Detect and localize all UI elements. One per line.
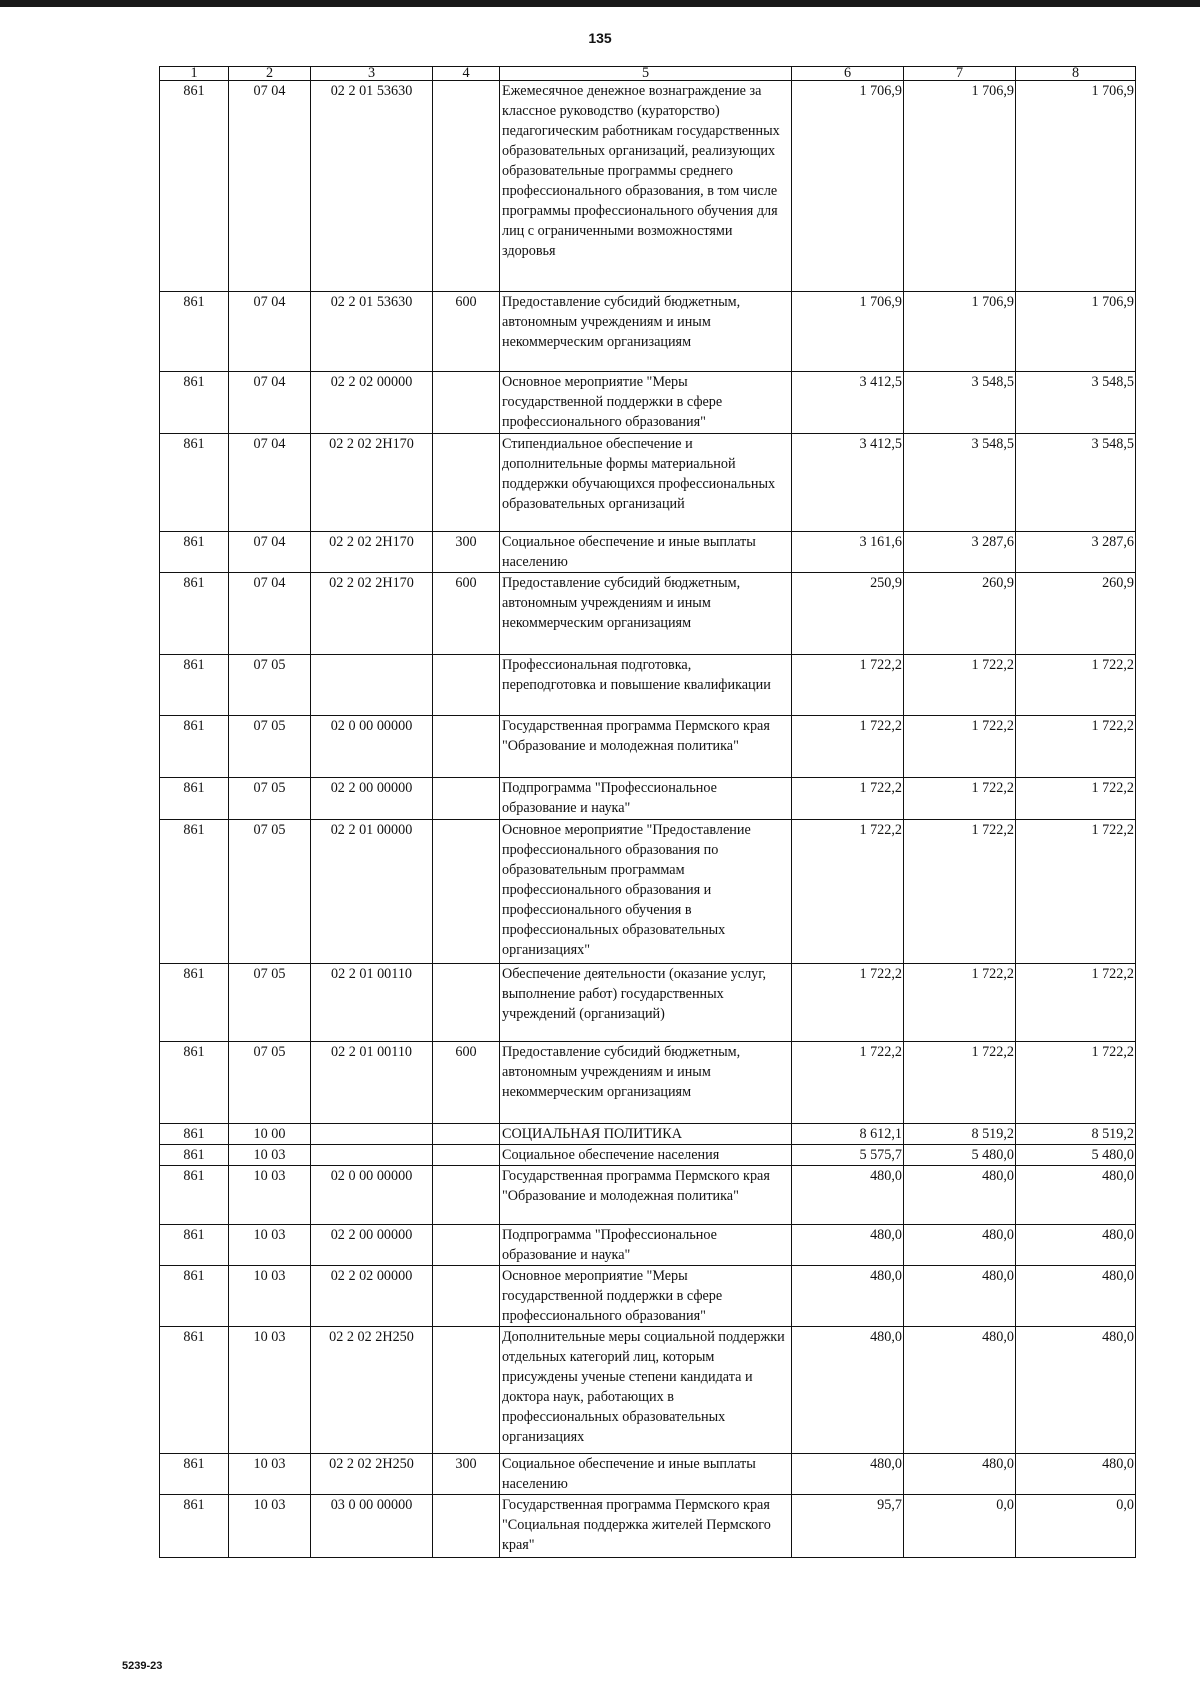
value-year-3: 1 722,2: [1016, 820, 1136, 964]
value-year-2: 1 706,9: [904, 292, 1016, 372]
value-year-1: 1 722,2: [792, 820, 904, 964]
grbs-code: 861: [160, 1124, 229, 1145]
table-row: [160, 1266, 1136, 1327]
expense-type-code: [433, 655, 500, 716]
row-description: Социальное обеспечение и иные выплаты населению: [500, 1454, 792, 1495]
target-article-code: 02 2 01 00110: [311, 1042, 433, 1124]
value-year-1: 1 706,9: [792, 81, 904, 292]
table-row: [160, 81, 1136, 292]
value-year-3: 1 722,2: [1016, 964, 1136, 1042]
row-description: Социальное обеспечение населения: [500, 1145, 792, 1166]
table-row: [160, 655, 1136, 716]
expense-type-code: [433, 1124, 500, 1145]
section-code: 07 05: [229, 655, 311, 716]
target-article-code: 02 2 02 2Н170: [311, 573, 433, 655]
column-header: 8: [1016, 67, 1136, 81]
row-description: Стипендиальное обеспечение и дополнительные формы материальной поддержки обучающихся профессиональных образовательных организаций: [500, 434, 792, 532]
section-code: 10 03: [229, 1495, 311, 1558]
expense-type-code: [433, 372, 500, 434]
section-code: 10 03: [229, 1266, 311, 1327]
section-code: 07 05: [229, 778, 311, 820]
value-year-2: 260,9: [904, 573, 1016, 655]
grbs-code: 861: [160, 532, 229, 573]
grbs-code: 861: [160, 1454, 229, 1495]
value-year-1: 5 575,7: [792, 1145, 904, 1166]
column-header: 6: [792, 67, 904, 81]
section-code: 07 04: [229, 372, 311, 434]
grbs-code: 861: [160, 1225, 229, 1266]
section-code: 07 05: [229, 820, 311, 964]
row-description: Государственная программа Пермского края "Социальная поддержка жителей Пермского края": [500, 1495, 792, 1558]
section-code: 10 03: [229, 1454, 311, 1495]
value-year-1: 3 161,6: [792, 532, 904, 573]
target-article-code: 02 2 01 53630: [311, 292, 433, 372]
target-article-code: 02 2 01 00110: [311, 964, 433, 1042]
value-year-1: 3 412,5: [792, 372, 904, 434]
value-year-1: 1 706,9: [792, 292, 904, 372]
value-year-3: 3 548,5: [1016, 434, 1136, 532]
target-article-code: 03 0 00 00000: [311, 1495, 433, 1558]
value-year-3: 480,0: [1016, 1454, 1136, 1495]
target-article-code: 02 2 02 00000: [311, 1266, 433, 1327]
expense-type-code: [433, 1145, 500, 1166]
column-header: 7: [904, 67, 1016, 81]
row-description: СОЦИАЛЬНАЯ ПОЛИТИКА: [500, 1124, 792, 1145]
value-year-2: 480,0: [904, 1327, 1016, 1454]
value-year-3: 3 287,6: [1016, 532, 1136, 573]
grbs-code: 861: [160, 434, 229, 532]
expense-type-code: [433, 1495, 500, 1558]
value-year-2: 480,0: [904, 1166, 1016, 1225]
expense-type-code: [433, 964, 500, 1042]
table-row: [160, 372, 1136, 434]
column-header: 5: [500, 67, 792, 81]
value-year-1: 3 412,5: [792, 434, 904, 532]
expense-type-code: 600: [433, 1042, 500, 1124]
budget-table: [159, 66, 1136, 1558]
value-year-3: 260,9: [1016, 573, 1136, 655]
document-code: 5239-23: [122, 1660, 163, 1672]
expense-type-code: 600: [433, 573, 500, 655]
grbs-code: 861: [160, 292, 229, 372]
grbs-code: 861: [160, 1042, 229, 1124]
table-row: [160, 573, 1136, 655]
value-year-1: 480,0: [792, 1225, 904, 1266]
column-header-row: [160, 67, 1136, 81]
row-description: Предоставление субсидий бюджетным, автономным учреждениям и иным некоммерческим организациям: [500, 1042, 792, 1124]
row-description: Дополнительные меры социальной поддержки отдельных категорий лиц, которым присуждены ученые степени кандидата и доктора наук, работающих в профессиональных образовательных организациях: [500, 1327, 792, 1454]
table-row: [160, 1327, 1136, 1454]
section-code: 07 04: [229, 532, 311, 573]
value-year-1: 480,0: [792, 1327, 904, 1454]
table-row: [160, 434, 1136, 532]
value-year-1: 1 722,2: [792, 778, 904, 820]
expense-type-code: 600: [433, 292, 500, 372]
table-row: [160, 964, 1136, 1042]
expense-type-code: [433, 1166, 500, 1225]
grbs-code: 861: [160, 1145, 229, 1166]
value-year-1: 95,7: [792, 1495, 904, 1558]
target-article-code: 02 2 02 00000: [311, 372, 433, 434]
table-row: [160, 1225, 1136, 1266]
grbs-code: 861: [160, 1166, 229, 1225]
row-description: Предоставление субсидий бюджетным, автономным учреждениям и иным некоммерческим организациям: [500, 573, 792, 655]
value-year-3: 480,0: [1016, 1327, 1136, 1454]
section-code: 07 04: [229, 434, 311, 532]
expense-type-code: [433, 81, 500, 292]
value-year-2: 1 722,2: [904, 820, 1016, 964]
grbs-code: 861: [160, 372, 229, 434]
column-header: 1: [160, 67, 229, 81]
section-code: 10 03: [229, 1225, 311, 1266]
column-header: 2: [229, 67, 311, 81]
value-year-3: 8 519,2: [1016, 1124, 1136, 1145]
value-year-2: 480,0: [904, 1454, 1016, 1495]
table-row: [160, 1145, 1136, 1166]
table-row: [160, 716, 1136, 778]
value-year-3: 1 722,2: [1016, 1042, 1136, 1124]
target-article-code: 02 2 02 2Н250: [311, 1327, 433, 1454]
expense-type-code: [433, 1225, 500, 1266]
expense-type-code: [433, 1327, 500, 1454]
target-article-code: 02 2 00 00000: [311, 778, 433, 820]
value-year-2: 8 519,2: [904, 1124, 1016, 1145]
target-article-code: 02 2 01 00000: [311, 820, 433, 964]
table-row: [160, 532, 1136, 573]
value-year-3: 5 480,0: [1016, 1145, 1136, 1166]
grbs-code: 861: [160, 820, 229, 964]
value-year-3: 3 548,5: [1016, 372, 1136, 434]
section-code: 10 03: [229, 1166, 311, 1225]
scan-top-edge: [0, 0, 1200, 7]
table-row: [160, 1454, 1136, 1495]
table-row: [160, 778, 1136, 820]
value-year-3: 480,0: [1016, 1266, 1136, 1327]
grbs-code: 861: [160, 1495, 229, 1558]
target-article-code: 02 0 00 00000: [311, 716, 433, 778]
section-code: 07 04: [229, 81, 311, 292]
value-year-1: 1 722,2: [792, 1042, 904, 1124]
expense-type-code: [433, 434, 500, 532]
expense-type-code: [433, 820, 500, 964]
page-number: 135: [588, 30, 612, 46]
target-article-code: 02 2 00 00000: [311, 1225, 433, 1266]
column-header: 4: [433, 67, 500, 81]
value-year-1: 480,0: [792, 1166, 904, 1225]
value-year-1: 1 722,2: [792, 964, 904, 1042]
value-year-2: 0,0: [904, 1495, 1016, 1558]
value-year-1: 250,9: [792, 573, 904, 655]
value-year-3: 1 722,2: [1016, 716, 1136, 778]
value-year-1: 1 722,2: [792, 655, 904, 716]
value-year-2: 480,0: [904, 1266, 1016, 1327]
row-description: Государственная программа Пермского края "Образование и молодежная политика": [500, 1166, 792, 1225]
section-code: 07 05: [229, 716, 311, 778]
expense-type-code: 300: [433, 532, 500, 573]
value-year-3: 480,0: [1016, 1166, 1136, 1225]
value-year-2: 1 722,2: [904, 655, 1016, 716]
value-year-2: 1 706,9: [904, 81, 1016, 292]
column-header: 3: [311, 67, 433, 81]
table-row: [160, 1042, 1136, 1124]
value-year-1: 480,0: [792, 1266, 904, 1327]
target-article-code: [311, 1145, 433, 1166]
value-year-1: 1 722,2: [792, 716, 904, 778]
expense-type-code: [433, 778, 500, 820]
value-year-2: 1 722,2: [904, 778, 1016, 820]
target-article-code: [311, 655, 433, 716]
row-description: Ежемесячное денежное вознаграждение за классное руководство (кураторство) педагогическим работникам государственных образовательных организаций, реализующих образовательные программы среднего профессионального образования, в том числе программы профессионального обучения для лиц с ограниченными возможностями здоровья: [500, 81, 792, 292]
value-year-2: 3 548,5: [904, 372, 1016, 434]
row-description: Предоставление субсидий бюджетным, автономным учреждениям и иным некоммерческим организациям: [500, 292, 792, 372]
value-year-2: 1 722,2: [904, 964, 1016, 1042]
value-year-2: 3 548,5: [904, 434, 1016, 532]
section-code: 10 03: [229, 1327, 311, 1454]
expense-type-code: [433, 716, 500, 778]
value-year-3: 0,0: [1016, 1495, 1136, 1558]
value-year-3: 1 706,9: [1016, 292, 1136, 372]
row-description: Социальное обеспечение и иные выплаты населению: [500, 532, 792, 573]
target-article-code: 02 2 01 53630: [311, 81, 433, 292]
table-row: [160, 1166, 1136, 1225]
expense-type-code: 300: [433, 1454, 500, 1495]
expense-type-code: [433, 1266, 500, 1327]
grbs-code: 861: [160, 716, 229, 778]
value-year-2: 1 722,2: [904, 1042, 1016, 1124]
target-article-code: 02 2 02 2Н170: [311, 532, 433, 573]
grbs-code: 861: [160, 1266, 229, 1327]
grbs-code: 861: [160, 778, 229, 820]
row-description: Основное мероприятие "Меры государственной поддержки в сфере профессионального образования": [500, 1266, 792, 1327]
target-article-code: 02 0 00 00000: [311, 1166, 433, 1225]
row-description: Подпрограмма "Профессиональное образование и наука": [500, 778, 792, 820]
row-description: Основное мероприятие "Меры государственной поддержки в сфере профессионального образования": [500, 372, 792, 434]
target-article-code: 02 2 02 2Н250: [311, 1454, 433, 1495]
grbs-code: 861: [160, 1327, 229, 1454]
grbs-code: 861: [160, 655, 229, 716]
table-row: [160, 1495, 1136, 1558]
row-description: Государственная программа Пермского края "Образование и молодежная политика": [500, 716, 792, 778]
section-code: 07 04: [229, 573, 311, 655]
row-description: Обеспечение деятельности (оказание услуг, выполнение работ) государственных учреждений (организаций): [500, 964, 792, 1042]
section-code: 10 03: [229, 1145, 311, 1166]
value-year-3: 1 706,9: [1016, 81, 1136, 292]
value-year-1: 480,0: [792, 1454, 904, 1495]
row-description: Профессиональная подготовка, переподготовка и повышение квалификации: [500, 655, 792, 716]
grbs-code: 861: [160, 573, 229, 655]
section-code: 07 05: [229, 964, 311, 1042]
table-row: [160, 292, 1136, 372]
grbs-code: 861: [160, 81, 229, 292]
target-article-code: 02 2 02 2Н170: [311, 434, 433, 532]
target-article-code: [311, 1124, 433, 1145]
row-description: Подпрограмма "Профессиональное образование и наука": [500, 1225, 792, 1266]
section-code: 10 00: [229, 1124, 311, 1145]
value-year-2: 480,0: [904, 1225, 1016, 1266]
value-year-1: 8 612,1: [792, 1124, 904, 1145]
row-description: Основное мероприятие "Предоставление профессионального образования по образовательным программам профессионального образования и профессионального обучения в профессиональных образовательных организациях": [500, 820, 792, 964]
value-year-3: 1 722,2: [1016, 655, 1136, 716]
value-year-3: 1 722,2: [1016, 778, 1136, 820]
section-code: 07 05: [229, 1042, 311, 1124]
value-year-3: 480,0: [1016, 1225, 1136, 1266]
value-year-2: 1 722,2: [904, 716, 1016, 778]
value-year-2: 5 480,0: [904, 1145, 1016, 1166]
section-code: 07 04: [229, 292, 311, 372]
table-row: [160, 1124, 1136, 1145]
table-row: [160, 820, 1136, 964]
grbs-code: 861: [160, 964, 229, 1042]
value-year-2: 3 287,6: [904, 532, 1016, 573]
